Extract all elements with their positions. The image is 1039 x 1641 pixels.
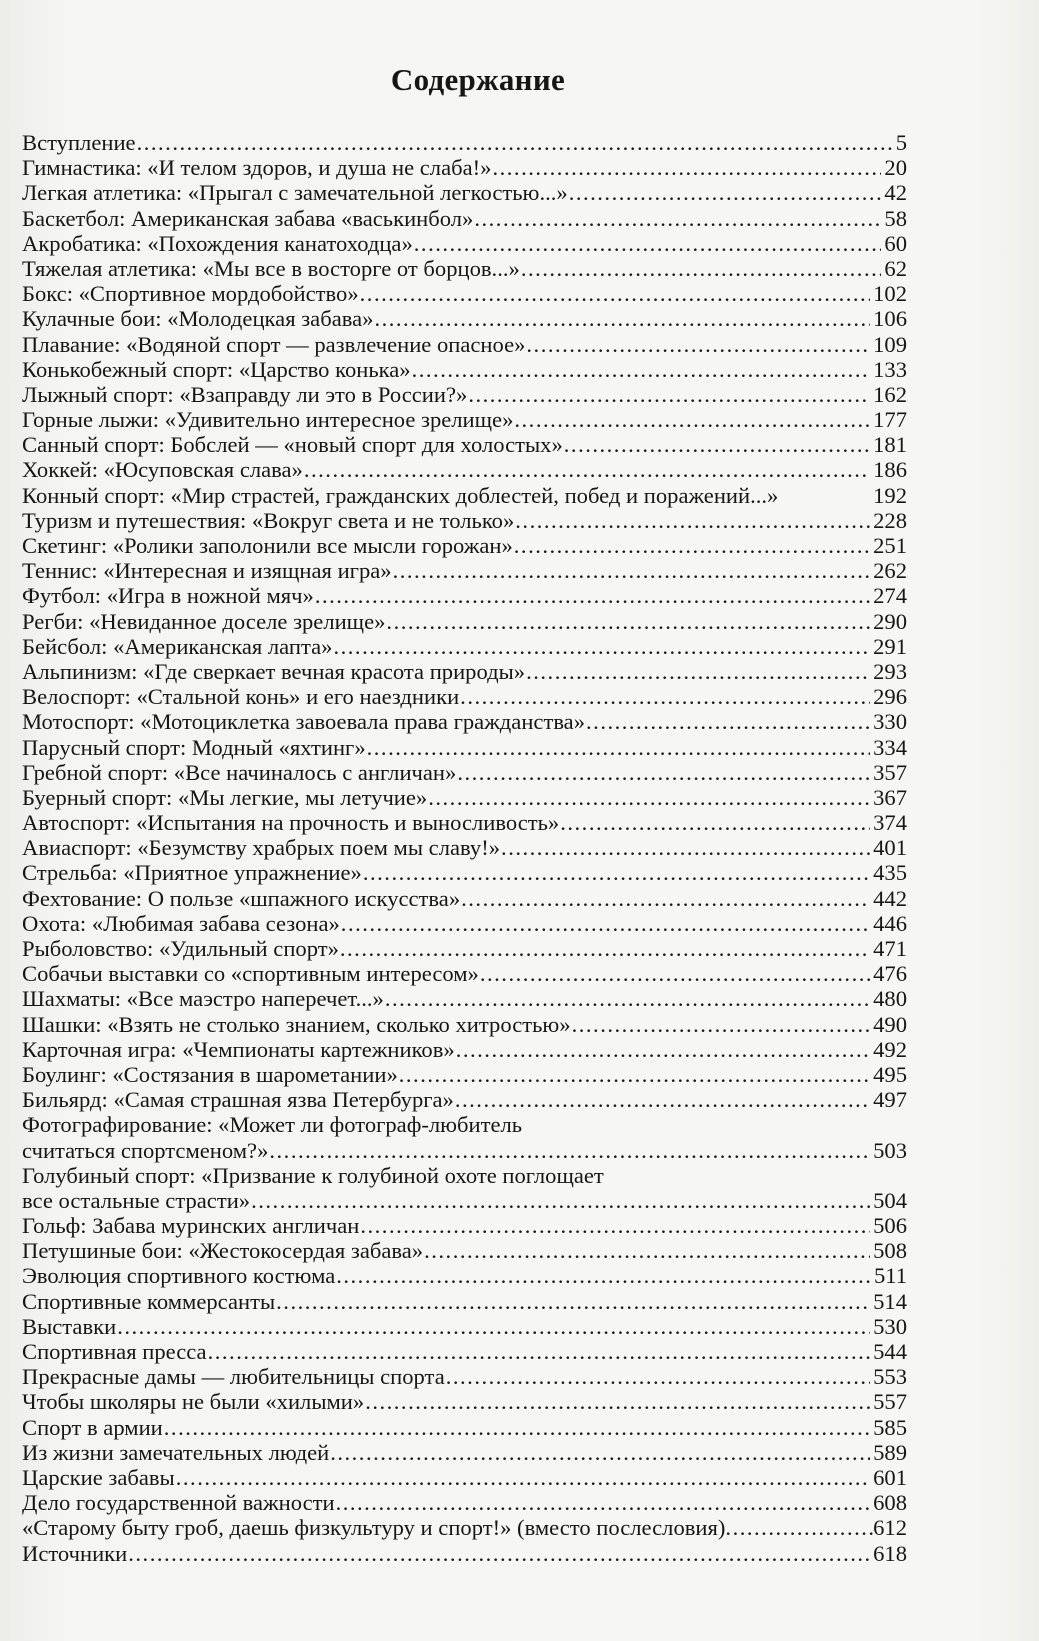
toc-entry-page: 514 bbox=[873, 1288, 907, 1314]
toc-entry-title: Конькобежный спорт: «Царство конька» bbox=[22, 356, 411, 382]
toc-entry-page: 181 bbox=[873, 432, 907, 458]
toc-entry-page: 442 bbox=[873, 885, 907, 911]
toc-entry-title: Прекрасные дамы — любительницы спорта bbox=[22, 1364, 445, 1390]
toc-entry bbox=[22, 231, 907, 256]
toc-entry-title: Автоспорт: «Испытания на прочность и выносливость» bbox=[22, 810, 560, 836]
toc-entry-title: Гимнастика: «И телом здоров, и душа не слаба!» bbox=[22, 155, 492, 181]
toc-entry bbox=[22, 1440, 907, 1465]
toc-entry-page: 476 bbox=[873, 961, 907, 987]
toc-entry-title: Стрельба: «Приятное упражнение» bbox=[22, 860, 362, 886]
toc-entry bbox=[22, 1238, 907, 1263]
toc-entry-title: Конный спорт: «Мир страстей, гражданских доблестей, побед и поражений...» bbox=[22, 482, 779, 508]
toc-entry-page: 274 bbox=[873, 583, 907, 609]
toc-entry-page: 471 bbox=[873, 936, 907, 961]
toc-entry-page: 290 bbox=[873, 608, 907, 634]
toc-entry bbox=[22, 1339, 907, 1364]
toc-entry-title: Рыболовство: «Удильный спорт» bbox=[22, 936, 339, 961]
dot-leader bbox=[586, 709, 870, 734]
toc-entry-title-line1: Голубиный спорт: «Призвание к голубиной охоте поглощает bbox=[22, 1162, 604, 1188]
toc-entry-page: 102 bbox=[873, 281, 907, 307]
toc-entry-page: 497 bbox=[873, 1087, 907, 1113]
toc-entry bbox=[22, 432, 907, 457]
toc-entry-title: Из жизни замечательных людей bbox=[22, 1439, 330, 1465]
dot-leader bbox=[137, 130, 893, 155]
toc-entry-title-line1: Фотографирование: «Может ли фотограф-любитель bbox=[22, 1112, 523, 1138]
dot-leader bbox=[365, 1389, 870, 1414]
toc-entry bbox=[22, 1415, 907, 1440]
dot-leader bbox=[569, 180, 882, 205]
dot-leader bbox=[526, 659, 870, 684]
toc-entry-page: 296 bbox=[873, 684, 907, 710]
toc-entry-page: 291 bbox=[873, 633, 907, 659]
dot-leader bbox=[269, 1138, 870, 1163]
toc-entry bbox=[22, 684, 907, 709]
toc-entry-page: 506 bbox=[873, 1213, 907, 1239]
toc-entry-title: Альпинизм: «Где сверкает вечная красота природы» bbox=[22, 658, 526, 684]
page-title: Содержание bbox=[390, 62, 566, 97]
dot-leader bbox=[492, 155, 881, 180]
toc-entry-page: 330 bbox=[873, 709, 907, 735]
toc-entry-title: Шашки: «Взять не столько знанием, сколько хитростью» bbox=[22, 1011, 571, 1037]
toc-entry-title: Хоккей: «Юсуповская слава» bbox=[22, 457, 303, 483]
toc-entry-page: 608 bbox=[873, 1490, 907, 1516]
toc-entry bbox=[22, 1465, 907, 1490]
toc-entry bbox=[22, 835, 907, 860]
toc-entry-title: Эволюция спортивного костюма bbox=[22, 1263, 336, 1289]
toc-entry bbox=[22, 558, 907, 583]
toc-entry-page: 251 bbox=[873, 533, 907, 558]
dot-leader bbox=[446, 1364, 870, 1389]
toc-entry-title: Спорт в армии bbox=[22, 1414, 163, 1440]
dot-leader bbox=[514, 407, 870, 432]
toc-entry bbox=[22, 1263, 907, 1288]
toc-entry bbox=[22, 760, 907, 785]
toc-entry-page: 553 bbox=[873, 1364, 907, 1390]
toc-entry bbox=[22, 1037, 907, 1062]
toc-entry-title: Лыжный спорт: «Взаправду ли это в России?» bbox=[22, 381, 468, 407]
toc-entry bbox=[22, 1490, 907, 1515]
toc-entry-title: Туризм и путешествия: «Вокруг света и не только» bbox=[22, 507, 515, 533]
toc-entry bbox=[22, 256, 907, 281]
toc-entry-title: Боулинг: «Состязания в шарометании» bbox=[22, 1061, 398, 1087]
toc-entry-page: 511 bbox=[873, 1263, 907, 1289]
dot-leader bbox=[315, 583, 870, 608]
toc-entry-page: 585 bbox=[873, 1414, 907, 1440]
toc-entry bbox=[22, 1289, 907, 1314]
toc-entry-page: 293 bbox=[873, 658, 907, 684]
toc-entry bbox=[22, 1087, 907, 1112]
dot-leader bbox=[501, 835, 870, 860]
toc-entry-title: Велоспорт: «Стальной конь» и его наездники bbox=[22, 684, 460, 710]
toc-entry-title-line2: все остальные страсти» bbox=[22, 1187, 251, 1213]
toc-entry-title: Источники bbox=[22, 1540, 128, 1566]
dot-leader bbox=[460, 684, 870, 709]
toc-entry-title: Акробатика: «Похождения канатоходца» bbox=[22, 230, 413, 256]
dot-leader bbox=[514, 533, 870, 558]
dot-leader bbox=[428, 785, 870, 810]
toc-entry-title: Авиаспорт: «Безумству храбрых поем мы славу!» bbox=[22, 835, 501, 861]
dot-leader bbox=[457, 760, 870, 785]
dot-leader bbox=[456, 1037, 870, 1062]
toc-entry-title: Охота: «Любимая забава сезона» bbox=[22, 910, 340, 936]
dot-leader bbox=[251, 1188, 870, 1213]
toc-entry-multiline bbox=[22, 1163, 907, 1213]
toc-entry-page: 228 bbox=[873, 507, 907, 533]
toc-entry bbox=[22, 130, 907, 155]
toc-entry-page: 367 bbox=[873, 784, 907, 810]
dot-leader bbox=[330, 1440, 870, 1465]
toc-entry-page: 401 bbox=[873, 835, 907, 861]
toc-entry bbox=[22, 735, 907, 760]
dot-leader bbox=[480, 961, 870, 986]
toc-entry-page: 186 bbox=[873, 457, 907, 483]
toc-entry-title: Мотоспорт: «Мотоциклетка завоевала права гражданства» bbox=[22, 709, 586, 735]
dot-leader bbox=[399, 1062, 870, 1087]
dot-leader bbox=[474, 206, 881, 231]
toc-entry bbox=[22, 483, 907, 508]
toc-entry bbox=[22, 886, 907, 911]
dot-leader bbox=[336, 1263, 871, 1288]
toc-entry-title: Чтобы школяры не были «хилыми» bbox=[22, 1389, 365, 1415]
toc-entry-title: Выставки bbox=[22, 1313, 117, 1339]
toc-entry-page: 557 bbox=[873, 1389, 907, 1415]
dot-leader bbox=[333, 634, 870, 659]
toc-entry-title: Спортивные коммерсанты bbox=[22, 1288, 276, 1314]
toc-entry bbox=[22, 206, 907, 231]
toc-entry-page: 446 bbox=[873, 910, 907, 936]
toc-entry-title: Парусный спорт: Модный «яхтинг» bbox=[22, 734, 366, 760]
toc-entry bbox=[22, 1541, 907, 1566]
toc-entry-title: «Старому быту гроб, даешь физкультуру и спорт!» (вместо послесловия) bbox=[22, 1515, 726, 1541]
toc-entry bbox=[22, 357, 907, 382]
toc-entry-title-line2: считаться спортсменом?» bbox=[22, 1137, 269, 1163]
toc-entry-title: Футбол: «Игра в ножной мяч» bbox=[22, 583, 314, 609]
toc-entry bbox=[22, 306, 907, 331]
toc-entry-title: Петушиные бои: «Жестокосердая забава» bbox=[22, 1238, 424, 1264]
toc-entry-page: 480 bbox=[873, 986, 907, 1012]
toc-entry-title: Бокс: «Спортивное мордобойство» bbox=[22, 281, 359, 307]
dot-leader bbox=[340, 936, 870, 961]
toc-entry-page: 62 bbox=[884, 255, 907, 281]
toc-entry bbox=[22, 533, 907, 558]
toc-entry-title: Кулачные бои: «Молодецкая забава» bbox=[22, 306, 374, 332]
dot-leader bbox=[164, 1415, 870, 1440]
toc-entry-multiline bbox=[22, 1112, 907, 1162]
toc-entry-title: Горные лыжи: «Удивительно интересное зрелище» bbox=[22, 407, 514, 433]
toc-entry bbox=[22, 986, 907, 1011]
toc-entry-page: 492 bbox=[873, 1036, 907, 1062]
toc-entry bbox=[22, 583, 907, 608]
dot-leader bbox=[363, 860, 870, 885]
toc-entry-title: Спортивная пресса bbox=[22, 1339, 207, 1365]
toc-entry-title: Теннис: «Интересная и изящная игра» bbox=[22, 558, 392, 584]
toc-entry-page: 109 bbox=[873, 331, 907, 357]
toc-entry bbox=[22, 860, 907, 885]
toc-entry-page: 106 bbox=[873, 306, 907, 332]
toc-entry bbox=[22, 810, 907, 835]
toc-entry-page: 162 bbox=[873, 381, 907, 407]
toc-entry-title: Тяжелая атлетика: «Мы все в восторге от борцов...» bbox=[22, 255, 520, 281]
toc-entry-title: Карточная игра: «Чемпионаты картежников» bbox=[22, 1036, 455, 1062]
toc-entry-page: 60 bbox=[884, 230, 907, 256]
toc-entry bbox=[22, 180, 907, 205]
toc-entry-page: 374 bbox=[873, 810, 907, 836]
toc-entry-title: Фехтование: О пользе «шпажного искусства» bbox=[22, 885, 461, 911]
toc-entry-title: Гребной спорт: «Все начиналось с англичан» bbox=[22, 759, 457, 785]
dot-leader bbox=[385, 986, 870, 1011]
toc-entry bbox=[22, 1364, 907, 1389]
toc-entry bbox=[22, 936, 907, 961]
toc-entry-title: Буерный спорт: «Мы легкие, мы летучие» bbox=[22, 784, 428, 810]
toc-entry bbox=[22, 332, 907, 357]
dot-leader bbox=[336, 1490, 871, 1515]
dot-leader bbox=[367, 735, 870, 760]
toc-entry-title: Шахматы: «Все маэстро наперечет...» bbox=[22, 986, 384, 1012]
toc-entry-page: 133 bbox=[873, 356, 907, 382]
dot-leader bbox=[521, 256, 882, 281]
toc-entry bbox=[22, 407, 907, 432]
toc-entry-page: 357 bbox=[873, 759, 907, 785]
toc-entry-page: 589 bbox=[873, 1439, 907, 1465]
toc-entry-page: 612 bbox=[873, 1515, 907, 1541]
toc-entry bbox=[22, 281, 907, 306]
toc-entry-page: 495 bbox=[873, 1061, 907, 1087]
dot-leader bbox=[564, 432, 870, 457]
toc-entry-page: 601 bbox=[873, 1464, 907, 1490]
toc-entry-title: Плавание: «Водяной спорт — развлечение опасное» bbox=[22, 331, 526, 357]
toc-entry-page: 334 bbox=[873, 734, 907, 760]
dot-leader bbox=[276, 1289, 870, 1314]
toc-entry bbox=[22, 508, 907, 533]
toc-entry bbox=[22, 785, 907, 810]
toc-entry bbox=[22, 1062, 907, 1087]
toc-entry bbox=[22, 155, 907, 180]
toc-entry-page: 58 bbox=[884, 205, 907, 231]
toc-entry-page: 530 bbox=[873, 1313, 907, 1339]
toc-entry bbox=[22, 1012, 907, 1037]
dot-leader bbox=[374, 306, 870, 331]
dot-leader bbox=[412, 357, 871, 382]
dot-leader bbox=[208, 1339, 871, 1364]
toc-entry-page: 435 bbox=[873, 860, 907, 886]
toc-entry-page: 504 bbox=[873, 1187, 907, 1213]
toc-entry-title: Гольф: Забава муринских англичан bbox=[22, 1213, 360, 1239]
toc-entry-title: Дело государственной важности bbox=[22, 1490, 335, 1516]
toc-entry-title: Санный спорт: Бобслей — «новый спорт для холостых» bbox=[22, 432, 563, 458]
toc-entry bbox=[22, 1314, 907, 1339]
dot-leader bbox=[360, 1213, 870, 1238]
dot-leader bbox=[515, 508, 870, 533]
dot-leader bbox=[526, 332, 870, 357]
toc-entry-page: 192 bbox=[873, 482, 907, 508]
toc-entry-title: Бильярд: «Самая страшная язва Петербурга» bbox=[22, 1087, 454, 1113]
toc-entry-title: Вступление bbox=[22, 130, 136, 155]
dot-leader bbox=[128, 1541, 870, 1566]
toc-entry-title: Баскетбол: Американская забава «васькинбол» bbox=[22, 205, 474, 231]
toc-entry bbox=[22, 457, 907, 482]
dot-leader bbox=[560, 810, 870, 835]
toc-entry-page: 618 bbox=[873, 1540, 907, 1566]
dot-leader bbox=[393, 558, 871, 583]
dot-leader bbox=[304, 457, 870, 482]
dot-leader bbox=[725, 1515, 873, 1540]
dot-leader bbox=[424, 1238, 870, 1263]
dot-leader bbox=[455, 1087, 870, 1112]
toc-entry-page: 42 bbox=[884, 180, 907, 206]
dot-leader bbox=[360, 281, 870, 306]
toc-entry-page: 5 bbox=[895, 130, 907, 155]
dot-leader bbox=[386, 609, 870, 634]
toc-entry bbox=[22, 382, 907, 407]
toc-entry bbox=[22, 1389, 907, 1414]
dot-leader bbox=[414, 231, 882, 256]
toc-entry bbox=[22, 961, 907, 986]
toc-entry-title: Царские забавы bbox=[22, 1464, 175, 1490]
toc-entry-page: 508 bbox=[873, 1238, 907, 1264]
toc-entry-page: 262 bbox=[873, 558, 907, 584]
toc-entry bbox=[22, 1213, 907, 1238]
toc-entry-title: Регби: «Невиданное доселе зрелище» bbox=[22, 608, 386, 634]
toc-entry-page: 20 bbox=[884, 155, 907, 181]
dot-leader bbox=[468, 382, 870, 407]
dot-leader bbox=[117, 1314, 870, 1339]
toc-entry bbox=[22, 911, 907, 936]
toc-entry bbox=[22, 1515, 907, 1540]
toc-entry-title: Скетинг: «Ролики заполонили все мысли горожан» bbox=[22, 533, 513, 558]
toc-entry-title: Бейсбол: «Американская лапта» bbox=[22, 633, 333, 659]
toc-entry-page: 490 bbox=[873, 1011, 907, 1037]
table-of-contents bbox=[22, 130, 907, 1566]
toc-entry bbox=[22, 659, 907, 684]
dot-leader bbox=[341, 911, 870, 936]
toc-entry-title: Легкая атлетика: «Прыгал с замечательной легкостью...» bbox=[22, 180, 568, 206]
dot-leader bbox=[572, 1012, 871, 1037]
toc-entry-title: Собачьи выставки со «спортивным интересом» bbox=[22, 961, 479, 987]
toc-entry-page: 503 bbox=[873, 1137, 907, 1163]
toc-entry bbox=[22, 634, 907, 659]
toc-entry bbox=[22, 709, 907, 734]
toc-entry-page: 177 bbox=[873, 407, 907, 433]
toc-entry bbox=[22, 609, 907, 634]
toc-entry-page: 544 bbox=[873, 1339, 907, 1365]
dot-leader bbox=[176, 1465, 870, 1490]
dot-leader bbox=[461, 886, 870, 911]
